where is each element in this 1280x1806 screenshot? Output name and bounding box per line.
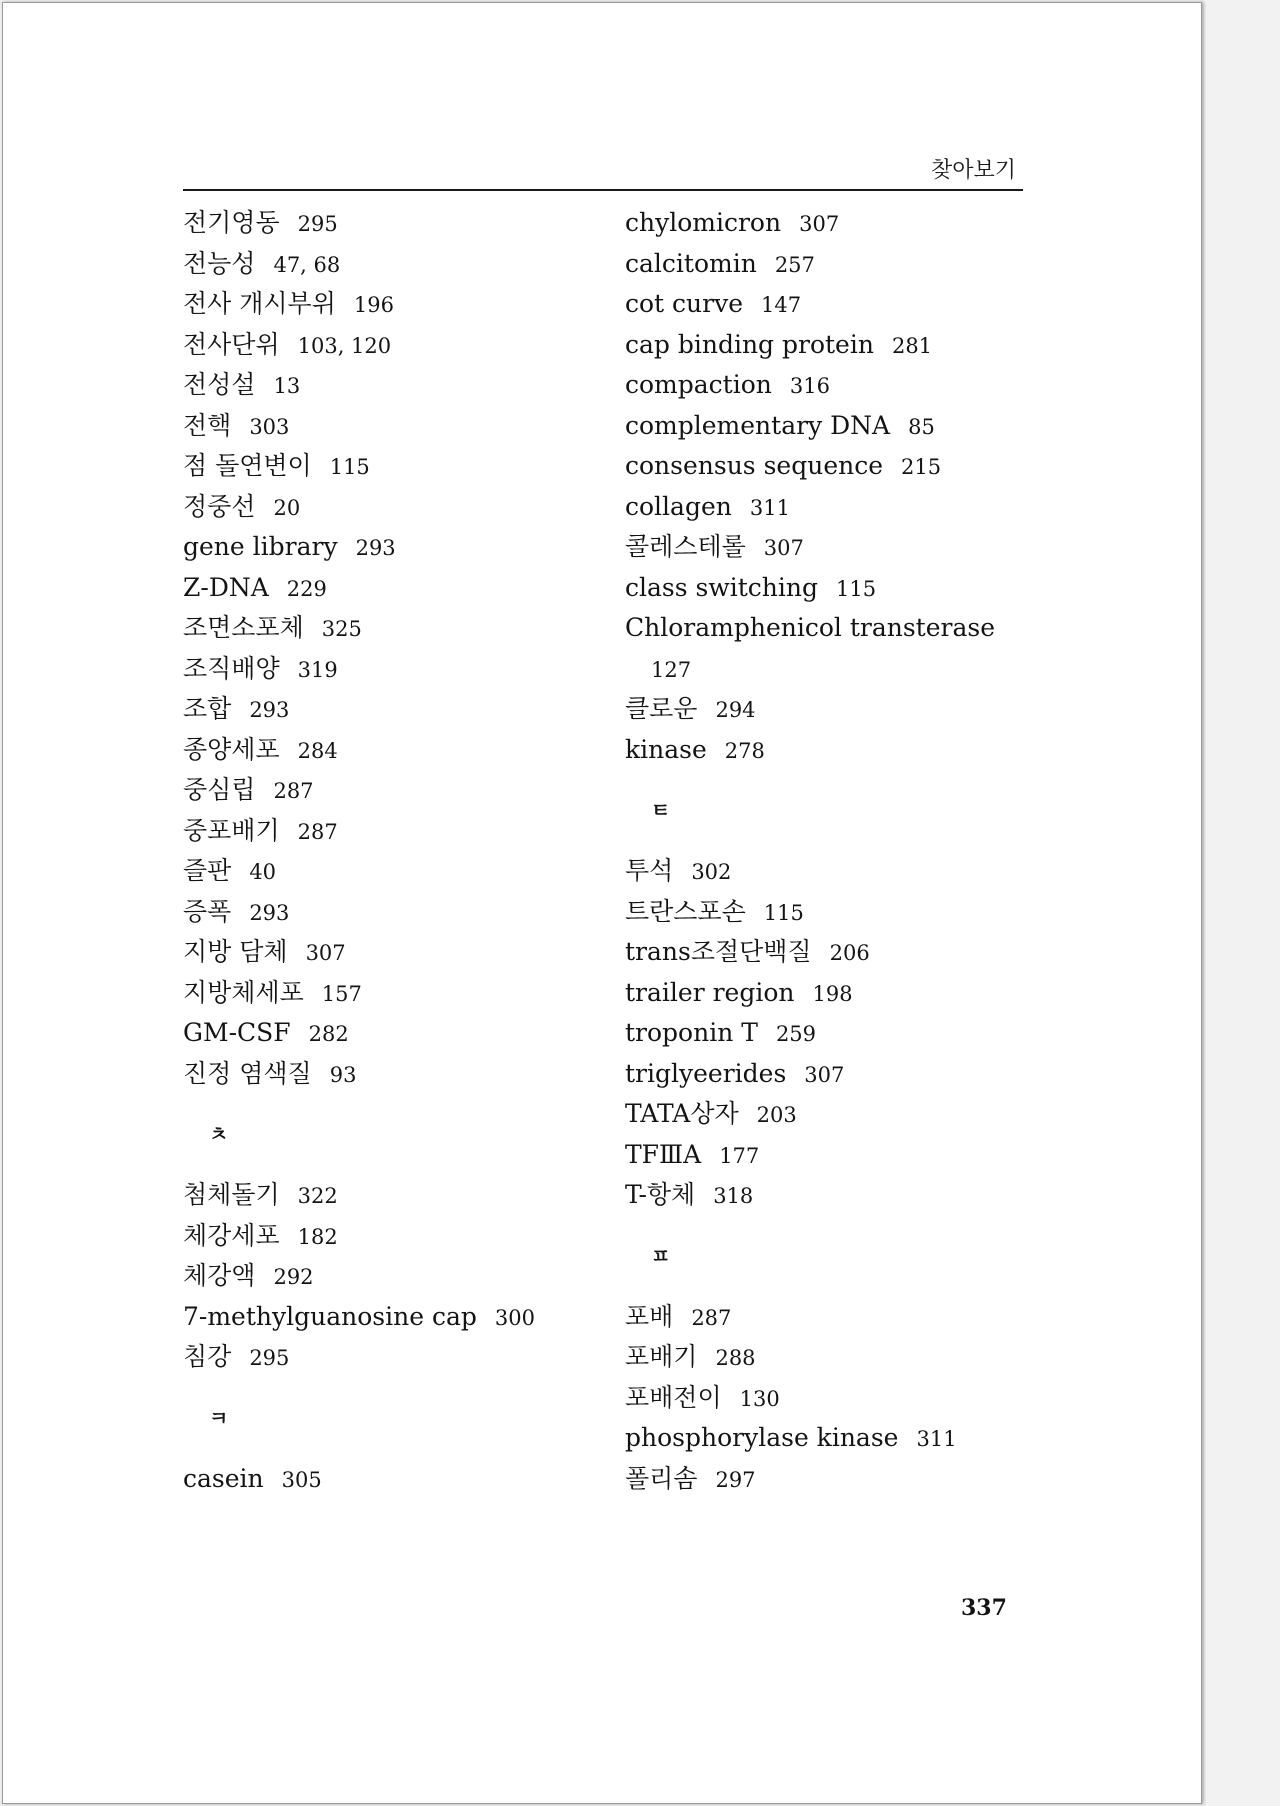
- index-term: Z-DNA: [183, 572, 269, 602]
- index-term: 포배: [625, 1301, 674, 1331]
- index-page-ref: 287: [691, 1305, 732, 1330]
- index-page-ref: 229: [286, 576, 327, 601]
- index-entry: [625, 406, 1045, 447]
- index-page-ref: 307: [799, 212, 840, 236]
- index-page-ref: 103, 120: [297, 333, 392, 358]
- index-entry: [625, 851, 1045, 892]
- index-term: 조면소포체: [183, 613, 304, 642]
- index-term: class switching: [625, 572, 818, 602]
- index-page-ref: 293: [249, 900, 290, 925]
- index-page-ref: 300: [494, 1305, 535, 1330]
- index-term: 조직배양: [183, 653, 280, 683]
- index-term: 포배기: [625, 1342, 698, 1371]
- index-term: 7-methylguanosine cap: [183, 1301, 477, 1331]
- index-entry: [183, 1256, 583, 1297]
- index-page-ref: 316: [789, 374, 830, 398]
- index-entry: [183, 851, 583, 892]
- index-term: triglyeerides: [625, 1058, 787, 1088]
- index-page-ref: 288: [715, 1346, 756, 1370]
- index-page-ref: 259: [775, 1022, 817, 1046]
- index-entry: [625, 446, 1045, 487]
- index-entry: [183, 932, 583, 973]
- index-entry: [625, 1013, 1045, 1054]
- index-term: T-항체: [625, 1180, 696, 1209]
- index-column-left: [183, 203, 583, 1499]
- index-term: troponin T: [625, 1018, 758, 1047]
- index-page-ref: 182: [297, 1224, 338, 1249]
- index-term: cap binding protein: [625, 329, 874, 359]
- index-page-ref: 93: [329, 1062, 357, 1087]
- index-page-ref: 196: [353, 293, 394, 317]
- index-entry: [183, 1337, 583, 1378]
- index-term: 침강: [183, 1342, 232, 1371]
- index-entry: [625, 1378, 1045, 1419]
- index-page-ref: 215: [901, 455, 942, 479]
- index-page-ref: 13: [273, 374, 301, 398]
- index-entry: [183, 1054, 583, 1095]
- index-entry: [625, 730, 1045, 771]
- index-entry: [625, 689, 1045, 730]
- index-entry: [625, 244, 1045, 285]
- index-page-ref: 203: [756, 1103, 797, 1127]
- index-page-ref: 293: [355, 536, 396, 560]
- index-term: TATA상자: [625, 1099, 739, 1128]
- index-term: 체강액: [183, 1261, 256, 1290]
- index-page-ref: 278: [724, 738, 765, 763]
- index-entry: [183, 365, 583, 406]
- index-term: 전기영동: [183, 208, 280, 237]
- index-page-ref: 322: [297, 1184, 338, 1208]
- section-heading: ㅊ: [209, 1122, 229, 1146]
- index-term: 전성설: [183, 370, 256, 399]
- index-entry: [625, 203, 1045, 244]
- index-page-ref: 318: [713, 1184, 754, 1208]
- index-page-ref: 282: [308, 1022, 349, 1046]
- index-page-ref: 177: [719, 1143, 760, 1168]
- viewer-background: [1204, 0, 1280, 1806]
- index-term: 지방 담체: [183, 937, 288, 966]
- index-entry: [183, 203, 583, 244]
- header-rule: [183, 189, 1023, 191]
- index-page-ref: 294: [715, 698, 756, 722]
- index-term: collagen: [625, 491, 732, 521]
- index-term: 체강세포: [183, 1220, 280, 1250]
- index-term: trans조절단백질: [625, 937, 812, 966]
- index-term: 투석: [625, 856, 674, 885]
- index-page-ref: 198: [812, 981, 853, 1006]
- index-page-ref: 292: [273, 1265, 314, 1289]
- index-term: 정중선: [183, 491, 256, 521]
- index-entry: [183, 487, 583, 528]
- index-term: 중심립: [183, 775, 256, 804]
- index-term: 점 돌연변이: [183, 451, 312, 480]
- index-entry: [625, 973, 1045, 1014]
- index-entry: [625, 892, 1045, 933]
- index-page-ref: 147: [761, 293, 802, 317]
- index-column-right: [625, 203, 1045, 1499]
- index-entry: [183, 973, 583, 1014]
- index-page-ref: 302: [691, 860, 732, 884]
- section-heading: ㅋ: [209, 1405, 229, 1430]
- index-page-ref: 287: [297, 819, 338, 844]
- index-page-ref: 85: [908, 414, 935, 439]
- index-entry: [183, 406, 583, 447]
- index-entry: [183, 1175, 583, 1216]
- index-term: Chloramphenicol transterase: [625, 613, 995, 642]
- index-term: trailer region: [625, 977, 795, 1007]
- index-entry: [183, 1216, 583, 1257]
- index-term: kinase: [625, 734, 707, 764]
- index-term: chylomicron: [625, 208, 782, 237]
- index-entry: [625, 568, 1045, 609]
- index-term: 폴리솜: [625, 1463, 698, 1493]
- index-entry: [183, 649, 583, 690]
- index-page-ref: 311: [916, 1427, 957, 1451]
- index-page-ref: 281: [891, 333, 933, 358]
- index-term: TFⅢA: [625, 1139, 702, 1169]
- index-page-ref: 293: [249, 698, 290, 722]
- index-entry: [625, 1337, 1045, 1378]
- index-term: 종양세포: [183, 734, 280, 764]
- index-term: consensus sequence: [625, 451, 884, 480]
- index-entry: [625, 1135, 1045, 1176]
- index-page-ref: 115: [835, 576, 877, 601]
- index-entry: [625, 284, 1045, 325]
- index-page-ref: 130: [739, 1386, 780, 1411]
- index-term: 조합: [183, 694, 232, 723]
- index-entry: [625, 1054, 1045, 1095]
- index-entry: [625, 1175, 1045, 1216]
- index-entry: [183, 811, 583, 852]
- index-entry: [625, 1297, 1045, 1338]
- index-page-ref: 303: [249, 414, 290, 439]
- index-entry: [183, 446, 583, 487]
- index-entry: [625, 487, 1045, 528]
- index-term: 중포배기: [183, 815, 280, 845]
- index-term: GM-CSF: [183, 1018, 291, 1047]
- index-term: 증폭: [183, 896, 232, 926]
- index-entry: [183, 284, 583, 325]
- index-page-ref: 115: [763, 900, 804, 925]
- index-page-ref: 325: [321, 617, 362, 641]
- index-entry-continuation: [625, 649, 1045, 690]
- index-entry: [183, 244, 583, 285]
- index-page-ref: 206: [829, 941, 870, 965]
- index-entry: [625, 365, 1045, 406]
- index-page-ref: 295: [249, 1346, 290, 1370]
- index-entry: [183, 1297, 583, 1338]
- index-page-ref: 311: [749, 495, 790, 520]
- index-entry: [625, 608, 1045, 649]
- index-entry: [183, 608, 583, 649]
- index-term: 전사 개시부위: [183, 289, 336, 318]
- page-number: 337: [961, 1595, 1007, 1621]
- index-term: 전능성: [183, 248, 256, 278]
- index-entry: [183, 689, 583, 730]
- index-page-ref: 20: [273, 495, 301, 520]
- document-page: [2, 2, 1202, 1804]
- index-entry: [183, 568, 583, 609]
- index-term: phosphorylase kinase: [625, 1423, 899, 1452]
- index-term: compaction: [625, 370, 772, 399]
- index-term: 첨체돌기: [183, 1180, 280, 1209]
- section-heading: ㅍ: [651, 1243, 671, 1268]
- index-page-ref: 284: [297, 738, 338, 763]
- index-entry: [183, 892, 583, 933]
- index-page-ref: 287: [273, 779, 314, 803]
- index-page-ref: 157: [321, 981, 362, 1006]
- index-term: 트란스포손: [625, 896, 746, 926]
- index-page-ref: 257: [774, 252, 815, 277]
- index-entry: [183, 1459, 583, 1500]
- index-page-ref: 307: [804, 1062, 845, 1087]
- index-term: 포배전이: [625, 1382, 722, 1412]
- index-page-ref: 307: [763, 536, 804, 560]
- index-term: gene library: [183, 532, 338, 561]
- index-term: 전핵: [183, 410, 232, 440]
- index-page-ref: 319: [297, 657, 338, 682]
- index-page-ref: 307: [305, 941, 346, 965]
- index-entry: [625, 1418, 1045, 1459]
- index-page-ref: 47, 68: [273, 252, 341, 277]
- index-page-ref: 297: [715, 1467, 756, 1492]
- index-term: 진정 염색질: [183, 1058, 312, 1088]
- index-entry: [183, 325, 583, 366]
- running-head: 찾아보기: [931, 158, 1017, 183]
- index-term: cot curve: [625, 289, 744, 318]
- index-entry: [183, 1013, 583, 1054]
- index-page-ref: 115: [329, 455, 370, 479]
- index-page-ref: 295: [297, 212, 338, 236]
- index-page-ref: 127: [651, 657, 692, 682]
- index-term: calcitomin: [625, 248, 757, 278]
- index-page-ref: 40: [249, 860, 277, 884]
- index-term: casein: [183, 1463, 264, 1493]
- index-term: 콜레스테롤: [625, 532, 746, 561]
- index-entry: [183, 527, 583, 568]
- index-term: 전사단위: [183, 329, 280, 359]
- index-entry: [625, 527, 1045, 568]
- index-term: 클로운: [625, 694, 698, 723]
- section-heading: ㅌ: [651, 798, 671, 822]
- index-term: 즐판: [183, 856, 232, 885]
- index-entry: [625, 325, 1045, 366]
- index-term: 지방체세포: [183, 977, 304, 1007]
- index-entry: [625, 1459, 1045, 1500]
- index-entry: [183, 770, 583, 811]
- index-entry: [183, 730, 583, 771]
- index-page-ref: 305: [281, 1467, 322, 1492]
- index-entry: [625, 932, 1045, 973]
- index-term: complementary DNA: [625, 410, 891, 440]
- index-entry: [625, 1094, 1045, 1135]
